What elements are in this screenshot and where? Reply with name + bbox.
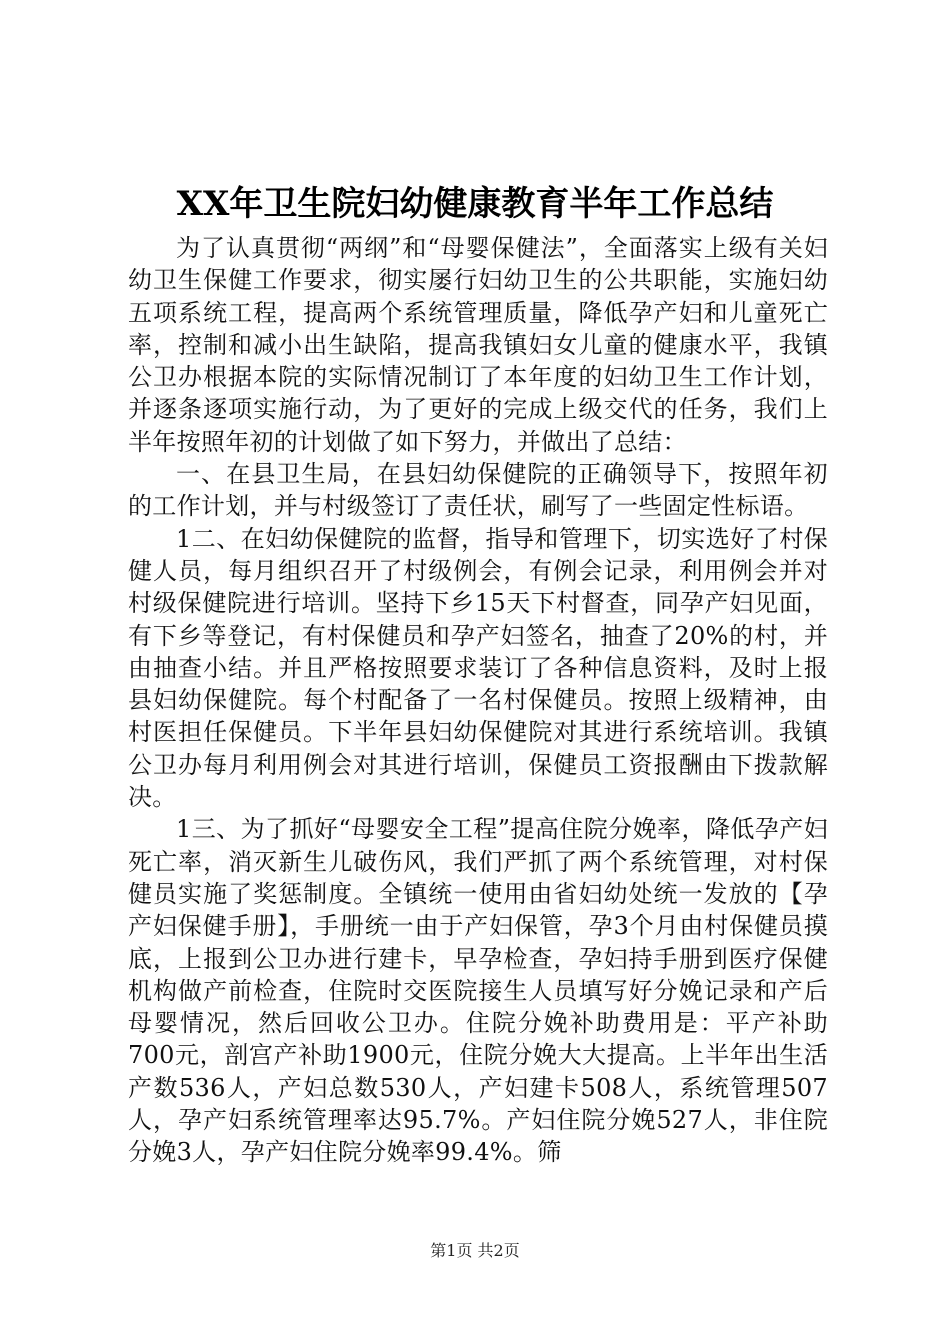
page-number-footer: 第1页 共2页 — [430, 1241, 520, 1260]
document-body — [128, 232, 828, 1169]
paragraph-section-2: 1二、在妇幼保健院的监督，指导和管理下，切实选好了村保健人员，每月组织召开了村级例会，有例会记录，利用例会并对村级保健院进行培训。坚持下乡15天下村督查，同孕产妇见面，有下乡等登记，有村保健员和孕产妇签名，抽查了20%的村，并由抽查小结。并且严格按照要求装订了各种信息资料，及时上报县妇幼保健院。每个村配备了一名村保健员。按照上级精神，由村医担任保健员。下半年县妇幼保健院对其进行系统培训。我镇公卫办每月利用例会对其进行培训，保健员工资报酬由下拨款解决。 — [128, 524, 828, 812]
paragraph-section-1: 一、在县卫生局，在县妇幼保健院的正确领导下，按照年初的工作计划，并与村级签订了责任状，刷写了一些固定性标语。 — [128, 460, 828, 521]
document-title: XX年卫生院妇幼健康教育半年工作总结 — [176, 184, 774, 224]
paragraph-intro: 为了认真贯彻“两纲”和“母婴保健法”，全面落实上级有关妇幼卫生保健工作要求，彻实屡行妇幼卫生的公共职能，实施妇幼五项系统工程，提高两个系统管理质量，降低孕产妇和儿童死亡率，控制和减小出生缺陷，提高我镇妇女儿童的健康水平，我镇公卫办根据本院的实际情况制订了本年度的妇幼卫生工作计划，并逐条逐项实施行动，为了更好的完成上级交代的任务，我们上半年按照年初的计划做了如下努力，并做出了总结： — [128, 234, 828, 456]
paragraph-section-3: 1三、为了抓好“母婴安全工程”提高住院分娩率，降低孕产妇死亡率，消灭新生儿破伤风，我们严抓了两个系统管理，对村保健员实施了奖惩制度。全镇统一使用由省妇幼处统一发放的【孕产妇保健手册】，手册统一由于产妇保管，孕3个月由村保健员摸底，上报到公卫办进行建卡，早孕检查，孕妇持手册到医疗保健机构做产前检查，住院时交医院接生人员填写好分娩记录和产后母婴情况，然后回收公卫办。住院分娩补助费用是：平产补助700元，剖宫产补助1900元，住院分娩大大提高。上半年出生活产数536人，产妇总数530人，产妇建卡508人，系统管理507人，孕产妇系统管理率达95.7%。产妇住院分娩527人，非住院分娩3人，孕产妇住院分娩率99.4%。筛 — [128, 815, 828, 1167]
